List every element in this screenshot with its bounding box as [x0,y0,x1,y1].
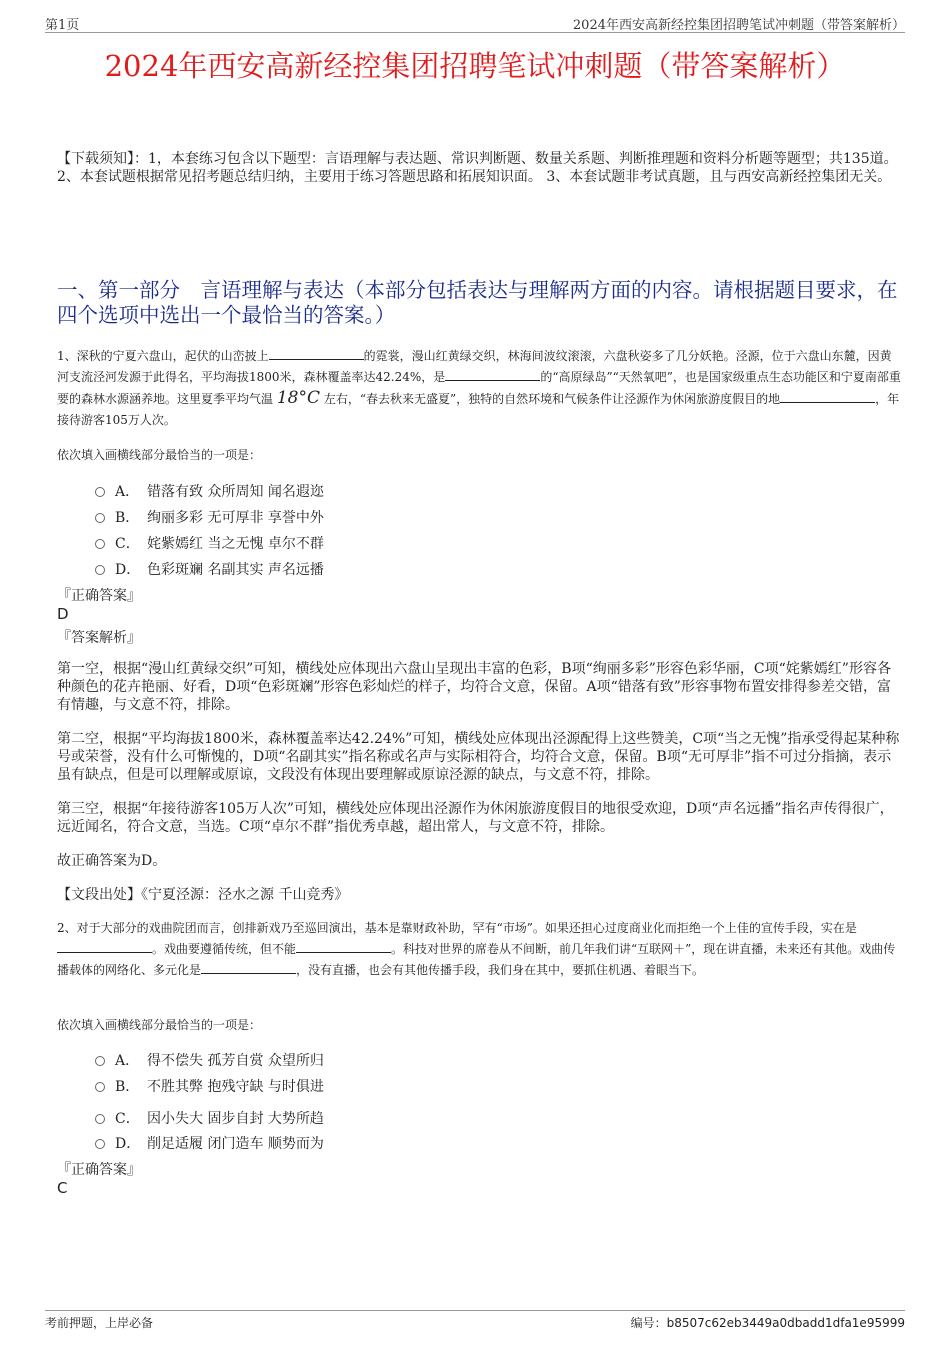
document-code: 编号：b8507c62eb3449a0dbadd1dfa1e95999 [630,1316,905,1330]
question-2-option-b[interactable]: B． 不胜其弊 抱残守缺 与时俱进 [95,1076,324,1096]
correct-answer: D [57,605,69,623]
correct-answer: C [57,1179,68,1197]
question-1-stem: 1、深秋的宁夏六盘山，起伏的山峦披上 的霓裳，漫山红黄绿交织，林海间波纹滚滚，六盘秋姿多了几分妖艳。泾源，位于六盘山东麓，因黄河支流泾河发源于此得名，平均海拔1800米，森林覆盖率达42.24%，是 的“高原绿岛”“天然氧吧”，也是国家级重点生态功能区和宁夏南部重要的森林水源涵养地。这里夏季平均气温 18°C 左右，“春去秋来无盛夏”，独特的自然环境和气候条件让泾源作为休闲旅游度假目的地 ，年接待游客105万人次。 [57,349,901,427]
fill-blank [269,347,364,360]
radio-icon[interactable] [95,1139,105,1149]
question-2-option-d[interactable]: D． 削足适履 闭门造车 顺势而为 [95,1133,324,1153]
header-doc-title: 2024年西安高新经控集团招聘笔试冲刺题（带答案解析） [572,18,905,33]
question-2-stem: 2、对于大部分的戏曲院团而言，创排新戏乃至巡回演出，基本是靠财政补助，罕有“市场”。如果还担心过度商业化而拒绝一个上佳的宣传手段，实在是。戏曲要遵循传统，但不能 。科技对世界的席卷从不间断，前几年我们讲“互联网＋”，现在讲直播，未来还有其他。戏曲传播载体的网络化、多元化是 ，没有直播，也会有其他传播手段，我们身在其中，要抓住机遇、着眼当下。 [57,921,896,977]
radio-icon[interactable] [95,513,105,523]
footer-slogan: 考前押题，上岸必备 [45,1316,154,1330]
question-1-option-a[interactable]: A． 错落有致 众所周知 闻名遐迩 [95,481,324,501]
analysis-label: 『答案解析』 [57,630,141,646]
download-notice: 【下载须知】：1，本套练习包含以下题型：言语理解与表达题、常识判断题、数量关系题、判断推理题和资料分析题等题型；共135道。 2、本套试题根据常见招考题总结归纳，主要用于练习答题思路和拓展知识面。 3、本套试题非考试真题，且与西安高新经控集团无关。 [57,151,898,185]
question-1-prompt: 依次填入画横线部分最恰当的一项是： [57,448,262,462]
analysis-paragraph: 第一空，根据“漫山红黄绿交织”可知，横线处应体现出六盘山呈现出丰富的色彩，B项“绚丽多彩”形容色彩华丽，C项“姹紫嫣红”形容各种颜色的花卉艳丽、好看，D项“色彩斑斓”形容色彩灿烂的样子，均符合文意，保留。A项“错落有致”形容事物布置安排得参差交错，富有情趣，与文意不符，排除。 [57,661,891,713]
question-1-option-d[interactable]: D． 色彩斑斓 名副其实 声名远播 [95,559,324,579]
section-heading: 一、第一部分 言语理解与表达（本部分包括表达与理解两方面的内容。请根据题目要求，在四个选项中选出一个最恰当的答案。） [57,278,898,327]
question-1-option-b[interactable]: B． 绚丽多彩 无可厚非 享誉中外 [95,507,324,527]
page-title: 2024年西安高新经控集团招聘笔试冲刺题（带答案解析） [104,49,846,83]
radio-icon[interactable] [95,1114,105,1124]
footer-divider [45,1310,905,1311]
passage-source: 【文段出处】《宁夏泾源：泾水之源 千山竞秀》 [57,887,349,903]
page-number: 第1页 [45,18,80,33]
answer-label: 『正确答案』 [57,1162,141,1178]
analysis-conclusion: 故正确答案为D。 [57,853,167,869]
radio-icon[interactable] [95,539,105,549]
question-2-option-c[interactable]: C． 因小失大 固步自封 大势所趋 [95,1108,324,1128]
question-2-option-a[interactable]: A． 得不偿失 孤芳自赏 众望所归 [95,1050,324,1070]
fill-blank [296,940,391,953]
analysis-paragraph: 第三空，根据“年接待游客105万人次”可知，横线处应体现出泾源作为休闲旅游度假目的地很受欢迎，D项“声名远播”指名声传得很广，远近闻名，符合文意，当选。C项“卓尔不群”指优秀卓越，超出常人，与文意不符，排除。 [57,801,894,835]
answer-label: 『正确答案』 [57,588,141,604]
fill-blank [57,940,152,953]
question-1-option-c[interactable]: C． 姹紫嫣红 当之无愧 卓尔不群 [95,533,324,553]
radio-icon[interactable] [95,1056,105,1066]
fill-blank [780,390,875,403]
question-2-prompt: 依次填入画横线部分最恰当的一项是： [57,1018,262,1032]
radio-icon[interactable] [95,565,105,575]
analysis-paragraph: 第二空，根据“平均海拔1800米，森林覆盖率达42.24%”可知，横线处应体现出泾源配得上这些赞美，C项“当之无愧”指承受得起某种称号或荣誉，没有什么可惭愧的，D项“名副其实”指名称或名声与实际相符合，均符合文意，保留。B项“无可厚非”指不可过分指摘，表示虽有缺点，但是可以理解或原谅，文段没有体现出要理解或原谅泾源的缺点，与文意不符，排除。 [57,731,900,783]
fill-blank [445,368,540,381]
radio-icon[interactable] [95,1082,105,1092]
fill-blank [201,961,296,974]
header-divider [45,32,905,33]
temperature-formula: 18°C [276,388,320,408]
radio-icon[interactable] [95,487,105,497]
